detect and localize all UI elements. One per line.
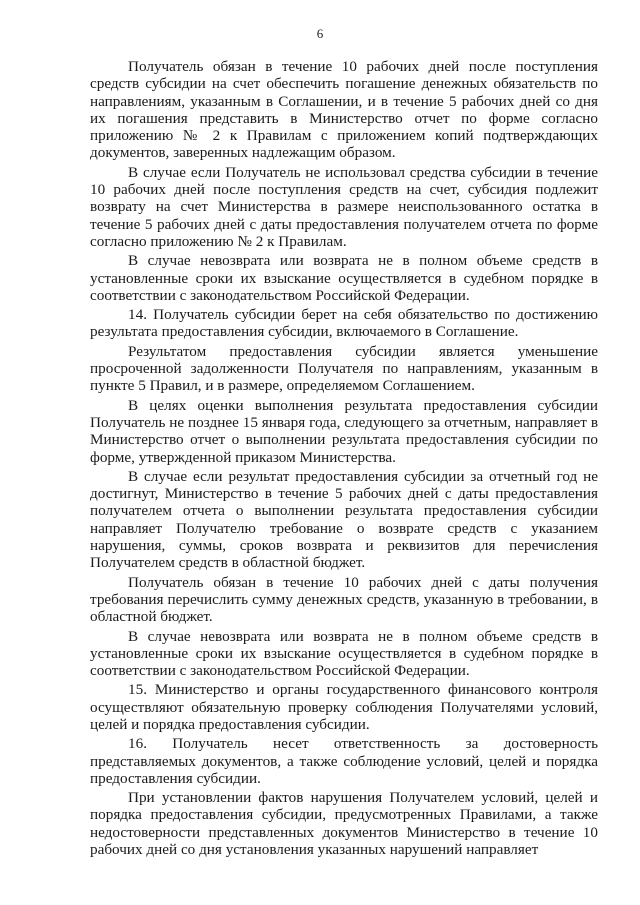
paragraph-unused-funds-return: В случае если Получатель не использовал средства субсидии в течение 10 рабочих дней после поступления средств на счет, субсидия подлежит возврату на счет Министерства в размере неиспользованного остатка в течение 5 рабочих дней с даты предоставления получателем отчета по форме согласно приложению № 2 к Правилам. (90, 163, 598, 250)
paragraph-court-recovery-2: В случае невозврата или возврата не в полном объеме средств в установленные сроки их взыскание осуществляется в судебном порядке в соответствии с законодательством Российской Федерации. (90, 627, 598, 680)
paragraph-result-not-achieved: В случае если результат предоставления субсидии за отчетный год не достигнут, Министерство в течение 5 рабочих дней с даты предоставления получателем отчета о выполнении результата предоставления субсидии направляет Получателю требование о возврате средств с указанием нарушения, суммы, сроков возврата и реквизитов для перечисления Получателем средств в областной бюджет. (90, 467, 598, 572)
paragraph-result-definition: Результатом предоставления субсидии является уменьшение просроченной задолженности Получателя по направлениям, указанным в пункте 5 Правил, и в размере, определяемом Соглашением. (90, 342, 598, 395)
paragraph-result-report: В целях оценки выполнения результата предоставления субсидии Получатель не позднее 15 января года, следующего за отчетным, направляет в Министерство отчет о выполнении результата предоставления субсидии по форме, утвержденной приказом Министерства. (90, 396, 598, 466)
paragraph-obligation-repayment: Получатель обязан в течение 10 рабочих дней после поступления средств субсидии на счет обеспечить погашение денежных обязательств по направлениям, указанным в Соглашении, и в течение 5 рабочих дней со дня их погашения представить в Министерство отчет по форме согласно приложению № 2 к Правилам с приложением копий подтверждающих документов, заверенных надлежащим образом. (90, 58, 598, 162)
paragraph-court-recovery: В случае невозврата или возврата не в полном объеме средств в установленные сроки их взыскание осуществляется в судебном порядке в соответствии с законодательством Российской Федерации. (90, 252, 598, 304)
paragraph-clause-16: 16. Получатель несет ответственность за достоверность представляемых документов, а также соблюдение условий, целей и порядка предоставления субсидии. (90, 735, 598, 787)
paragraph-violations: При установлении фактов нарушения Получателем условий, целей и порядка предоставления субсидии, предусмотренных Правилами, а также недостоверности представленных документов Министерство в течение 10 рабочих дней со дня установления указанных нарушений направляет (90, 789, 598, 859)
paragraph-clause-15: 15. Министерство и органы государственного финансового контроля осуществляют обязательную проверку соблюдения Получателями условий, целей и порядка предоставления субсидии. (90, 681, 598, 733)
page-number: 6 (316, 26, 324, 41)
paragraph-clause-14: 14. Получатель субсидии берет на себя обязательство по достижению результата предоставления субсидии, включаемого в Соглашение. (90, 306, 598, 341)
paragraph-refund-deadline: Получатель обязан в течение 10 рабочих дней с даты получения требования перечислить сумму денежных средств, указанную в требовании, в областной бюджет. (90, 573, 598, 626)
document-body (90, 58, 598, 860)
